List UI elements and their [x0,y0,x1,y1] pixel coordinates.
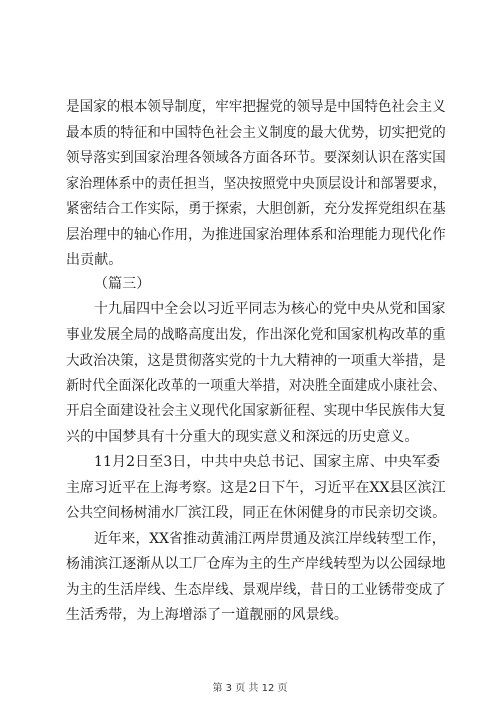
text-line: 杨浦滨江逐渐从以工厂仓库为主的生产岸线转型为以公园绿地 [66,556,446,572]
section-heading: （篇三） [94,276,151,292]
text-line: 出贡献。 [66,252,123,268]
text-line: 为主的生活岸线、生态岸线、景观岸线，昔日的工业锈带变成了 [66,582,446,598]
text-line: 最本质的特征和中国特色社会主义制度的最大优势，切实把党的 [66,125,446,141]
text-line: 领导落实到国家治理各领域各方面各环节。要深刻认识在落实国 [66,150,446,166]
page-number-footer: 第 3 页 共 12 页 [212,683,288,694]
text-line: 家治理体系中的责任担当，坚决按照党中央顶层设计和部署要求， [66,176,446,192]
text-line: 公共空间杨树浦水厂滨江段，同正在休闲健身的市民亲切交谈。 [66,505,446,521]
text-line: 层治理中的轴心作用，为推进国家治理体系和治理能力现代化作 [66,227,446,243]
text-line: 近年来，XX省推动黄浦江两岸贯通及滨江岸线转型工作， [94,531,446,547]
text-line: 11月2日至3日，中共中央总书记、国家主席、中央军委 [94,454,441,470]
text-line: 十九届四中全会以习近平同志为核心的党中央从党和国家 [94,301,446,317]
text-line: 开启全面建设社会主义现代化国家新征程、实现中华民族伟大复 [66,403,446,419]
text-line: 大政治决策，这是贯彻落实党的十九大精神的一项重大举措，是 [66,353,446,369]
text-line: 事业发展全局的战略高度出发，作出深化党和国家机构改革的重 [66,327,446,343]
text-line: 主席习近平在上海考察。这是2日下午，习近平在XX县区滨江 [66,480,446,496]
text-line: 新时代全面深化改革的一项重大举措，对决胜全面建成小康社会、 [66,378,446,394]
text-line: 是国家的根本领导制度，牢牢把握党的领导是中国特色社会主义 [66,99,446,115]
text-line: 生活秀带，为上海增添了一道靓丽的风景线。 [66,607,348,623]
text-line: 紧密结合工作实际，勇于探索，大胆创新，充分发挥党组织在基 [66,201,446,217]
text-line: 兴的中国梦具有十分重大的现实意义和深远的历史意义。 [66,429,419,445]
